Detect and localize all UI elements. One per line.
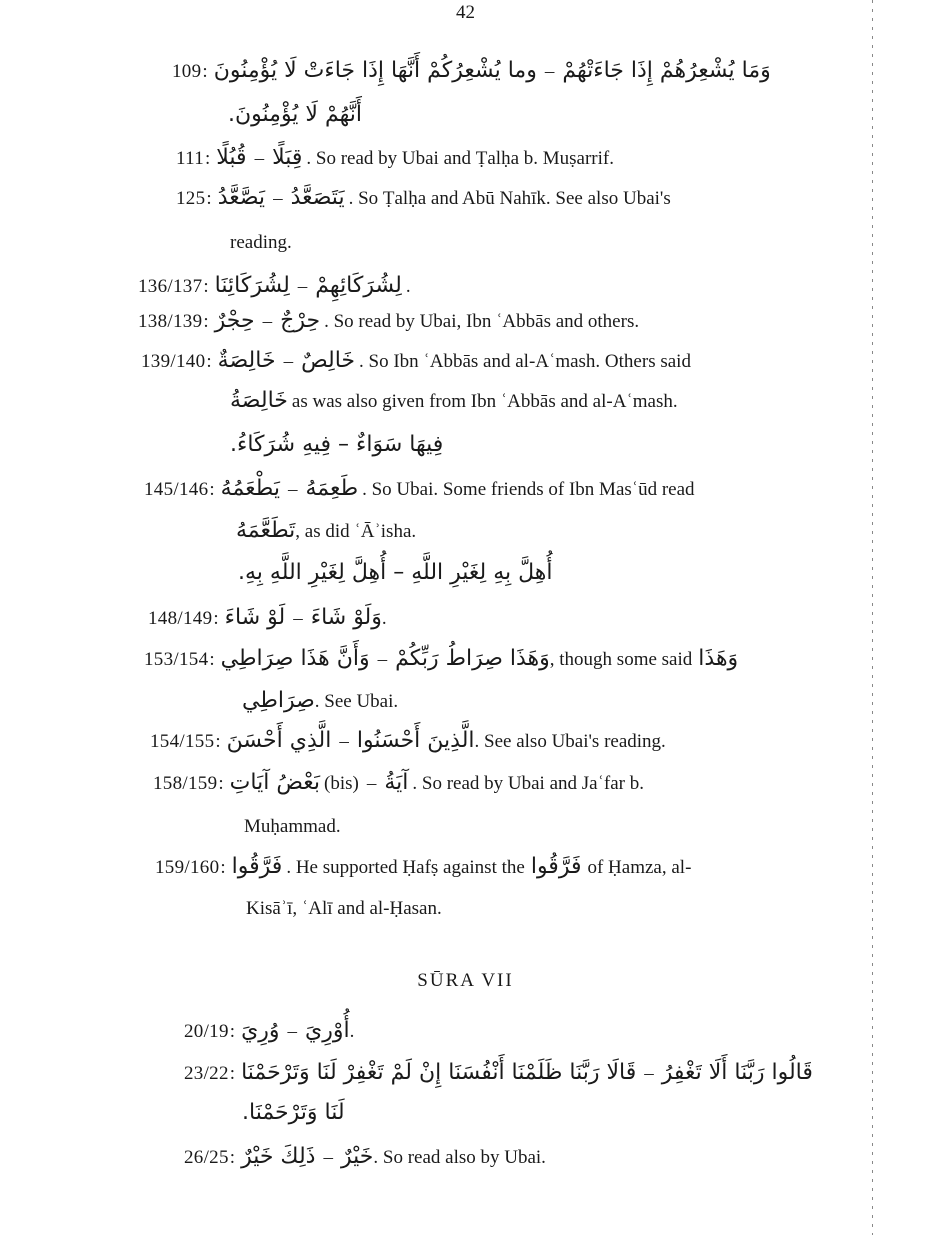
verse-continuation xyxy=(230,388,678,413)
verse-continuation xyxy=(230,432,443,457)
verse-number: 139/140 xyxy=(141,351,206,372)
arabic-reading: وَمَا يُشْعِرُهُمْ إِذَا جَاءَتْهُمْ xyxy=(562,58,771,83)
verse-number: 111 xyxy=(176,148,204,169)
note-text: (bis) xyxy=(324,773,359,794)
arabic-reading: أَنَّهُمْ لَا يُؤْمِنُونَ. xyxy=(228,102,362,127)
verse-entry-145-146: 145/146 : يَطْعَمُهُ – طَعِمَهُ . So Ubai. Some friends of Ibn Masʿūd read xyxy=(144,476,695,501)
note-text: . See also Ubai's reading. xyxy=(474,731,666,752)
verse-continuation xyxy=(230,232,292,254)
note-text: . So Ibn ʿAbbās and al-Aʿmash. Others said xyxy=(359,351,691,372)
verse-entry-158-159: 158/159 : بَعْضُ آيَاتِ (bis) – آيَةُ . So read by Ubai and Jaʿfar b. xyxy=(153,770,644,795)
arabic-reading: خَالِصَةٌ xyxy=(217,348,276,373)
sura-heading: SŪRA VII xyxy=(417,970,514,991)
verse-number: 138/139 xyxy=(138,311,203,332)
note-text: , as did ʿĀʾisha. xyxy=(295,521,417,542)
verse-continuation xyxy=(236,518,416,543)
arabic-reading: خَالِصٌ xyxy=(301,348,356,373)
arabic-reading: وَأَنَّ هَذَا صِرَاطِي xyxy=(220,646,370,671)
verse-number: 23/22 xyxy=(184,1063,229,1084)
verse-entry-26-25: 26/25 : ذَلِكَ خَيْرٌ – خَيْرٌ . So read also by Ubai. xyxy=(184,1144,546,1169)
arabic-reading: صِرَاطِي xyxy=(242,688,315,713)
verse-entry-111: 111 : قُبُلًا – قِبَلًا . So read by Ubai and Ṭalḥa b. Muṣarrif. xyxy=(176,145,614,170)
verse-entry-139-140: 139/140 : خَالِصَةٌ – خَالِصٌ . So Ibn ʿAbbās and al-Aʿmash. Others said xyxy=(141,348,691,373)
verse-entry-136-137: 136/137 : لِشُرَكَائِنَا – لِشُرَكَائِهِمْ . xyxy=(138,273,411,298)
arabic-reading: الَّذِينَ أَحْسَنُوا xyxy=(356,728,475,753)
note-text: Muḥammad. xyxy=(244,816,341,837)
scan-edge-line xyxy=(872,0,873,1235)
verse-continuation xyxy=(228,102,362,127)
arabic-reading: قَالُوا رَبَّنَا أَلَا تَغْفِرُ xyxy=(661,1060,813,1085)
verse-entry-125: 125 : يَصَّعَّدُ – يَتَصَعَّدُ . So Ṭalḥa and Abū Nahīk. See also Ubai's xyxy=(176,185,671,210)
note-text: Kisāʾī, ʿAlī and al-Ḥasan. xyxy=(246,898,442,919)
note-text: . He supported Ḥafṣ against the xyxy=(286,857,525,878)
arabic-reading: يَصَّعَّدُ xyxy=(217,185,266,210)
verse-number: 109 xyxy=(172,61,202,82)
note-text: . So read by Ubai, Ibn ʿAbbās and others. xyxy=(324,311,640,332)
arabic-reading: فَرَّقُوا xyxy=(530,854,582,879)
arabic-reading: حِرْجٌ xyxy=(280,308,321,333)
verse-number: 20/19 xyxy=(184,1021,229,1042)
verse-continuation xyxy=(246,898,442,920)
note-text: reading. xyxy=(230,232,292,253)
verse-number: 153/154 xyxy=(144,649,209,670)
note-text: . See Ubai. xyxy=(314,691,399,712)
arabic-reading: أُوْرِيَ xyxy=(305,1018,350,1043)
arabic-reading: طَعِمَهُ xyxy=(305,476,359,501)
verse-entry-23-22: 23/22 : قَالَا رَبَّنَا ظَلَمْنَا أَنْفُسَنَا إِنْ لَمْ تَغْفِرْ لَنَا وَتَرْحَمْنَا – قَالُوا رَبَّنَا أَلَا تَغْفِرُ xyxy=(184,1060,813,1085)
note-text: . So read by Ubai and Jaʿfar b. xyxy=(412,773,644,794)
verse-continuation xyxy=(244,816,341,838)
note-text: . xyxy=(405,276,411,297)
arabic-reading: فَرَّقُوا xyxy=(231,854,283,879)
arabic-reading: وَهَذَا xyxy=(698,646,739,671)
verse-entry-109: 109 : وما يُشْعِرُكُمْ أَنَّهَا إِذَا جَاءَتْ لَا يُؤْمِنُونَ – وَمَا يُشْعِرُهُمْ إِذَا جَاءَتْهُمْ xyxy=(172,58,771,83)
verse-entry-159-160: 159/160 : فَرَّقُوا . He supported Ḥafṣ against the فَرَّقُوا of Ḥamza, al- xyxy=(155,854,692,879)
verse-number: 159/160 xyxy=(155,857,220,878)
verse-number: 136/137 xyxy=(138,276,203,297)
verse-entry-148-149: 148/149 : لَوْ شَاءَ – وَلَوْ شَاءَ . xyxy=(148,605,387,630)
verse-continuation xyxy=(238,560,553,585)
verse-number: 148/149 xyxy=(148,608,213,629)
note-text: . So Ubai. Some friends of Ibn Masʿūd read xyxy=(362,479,695,500)
page-number: 42 xyxy=(456,2,475,23)
arabic-reading: خَالِصَةُ xyxy=(230,388,288,413)
arabic-reading: يَتَصَعَّدُ xyxy=(290,185,345,210)
verse-number: 26/25 xyxy=(184,1147,229,1168)
verse-entry-154-155: 154/155 : الَّذِي أَحْسَنَ – الَّذِينَ أَحْسَنُوا . See also Ubai's reading. xyxy=(150,728,666,753)
arabic-reading: ذَلِكَ خَيْرٌ xyxy=(241,1144,316,1169)
arabic-reading: لِشُرَكَائِهِمْ xyxy=(315,273,402,298)
arabic-reading: آيَةُ xyxy=(384,770,409,795)
arabic-reading: يَطْعَمُهُ xyxy=(220,476,280,501)
arabic-reading: قِبَلًا xyxy=(272,145,303,170)
note-text: , though some said xyxy=(549,649,693,670)
arabic-reading: لَوْ شَاءَ xyxy=(224,605,286,630)
arabic-reading: قَالَا رَبَّنَا ظَلَمْنَا أَنْفُسَنَا إِنْ لَمْ تَغْفِرْ لَنَا وَتَرْحَمْنَا xyxy=(241,1060,637,1085)
note-text: . So Ṭalḥa and Abū Nahīk. See also Ubai's xyxy=(348,188,671,209)
note-text: as was also given from Ibn ʿAbbās and al-Aʿmash. xyxy=(291,391,678,412)
verse-entry-138-139: 138/139 : حِجْرٌ – حِرْجٌ . So read by Ubai, Ibn ʿAbbās and others. xyxy=(138,308,640,333)
arabic-reading: وَلَوْ شَاءَ xyxy=(310,605,382,630)
verse-entry-20-19: 20/19 : وُرِيَ – أُوْرِيَ . xyxy=(184,1018,355,1043)
note-text: . xyxy=(349,1021,355,1042)
arabic-reading: وُرِيَ xyxy=(241,1018,280,1043)
note-text: . So read also by Ubai. xyxy=(373,1147,546,1168)
verse-entry-153-154: 153/154 : وَأَنَّ هَذَا صِرَاطِي – وَهَذَا صِرَاطُ رَبِّكُمْ , though some said وَهَذَا xyxy=(144,646,739,671)
arabic-reading: قُبُلًا xyxy=(216,145,247,170)
verse-continuation xyxy=(242,688,398,713)
arabic-reading: بَعْضُ آيَاتِ xyxy=(229,770,321,795)
arabic-reading: وما يُشْعِرُكُمْ أَنَّهَا إِذَا جَاءَتْ لَا يُؤْمِنُونَ xyxy=(213,58,537,83)
arabic-reading: فِيهَا سَوَاءٌ – فِيهِ شُرَكَاءُ. xyxy=(230,432,444,457)
arabic-reading: تَطَعَّمَهُ xyxy=(236,518,296,543)
arabic-reading: وَهَذَا صِرَاطُ رَبِّكُمْ xyxy=(395,646,550,671)
arabic-reading: أُهِلَّ بِهِ لِغَيْرِ اللَّهِ – أُهِلَّ لِغَيْرِ اللَّهِ بِهِ. xyxy=(238,560,553,585)
arabic-reading: الَّذِي أَحْسَنَ xyxy=(226,728,332,753)
verse-number: 125 xyxy=(176,188,206,209)
arabic-reading: لَنَا وَتَرْحَمْنَا. xyxy=(242,1100,345,1125)
verse-number: 158/159 xyxy=(153,773,218,794)
verse-number: 145/146 xyxy=(144,479,209,500)
arabic-reading: خَيْرٌ xyxy=(340,1144,374,1169)
arabic-reading: حِجْرٌ xyxy=(214,308,255,333)
note-text: . So read by Ubai and Ṭalḥa b. Muṣarrif. xyxy=(306,148,614,169)
arabic-reading: لِشُرَكَائِنَا xyxy=(214,273,290,298)
note-text: of Ḥamza, al- xyxy=(587,857,692,878)
verse-continuation xyxy=(242,1100,345,1125)
verse-number: 154/155 xyxy=(150,731,215,752)
